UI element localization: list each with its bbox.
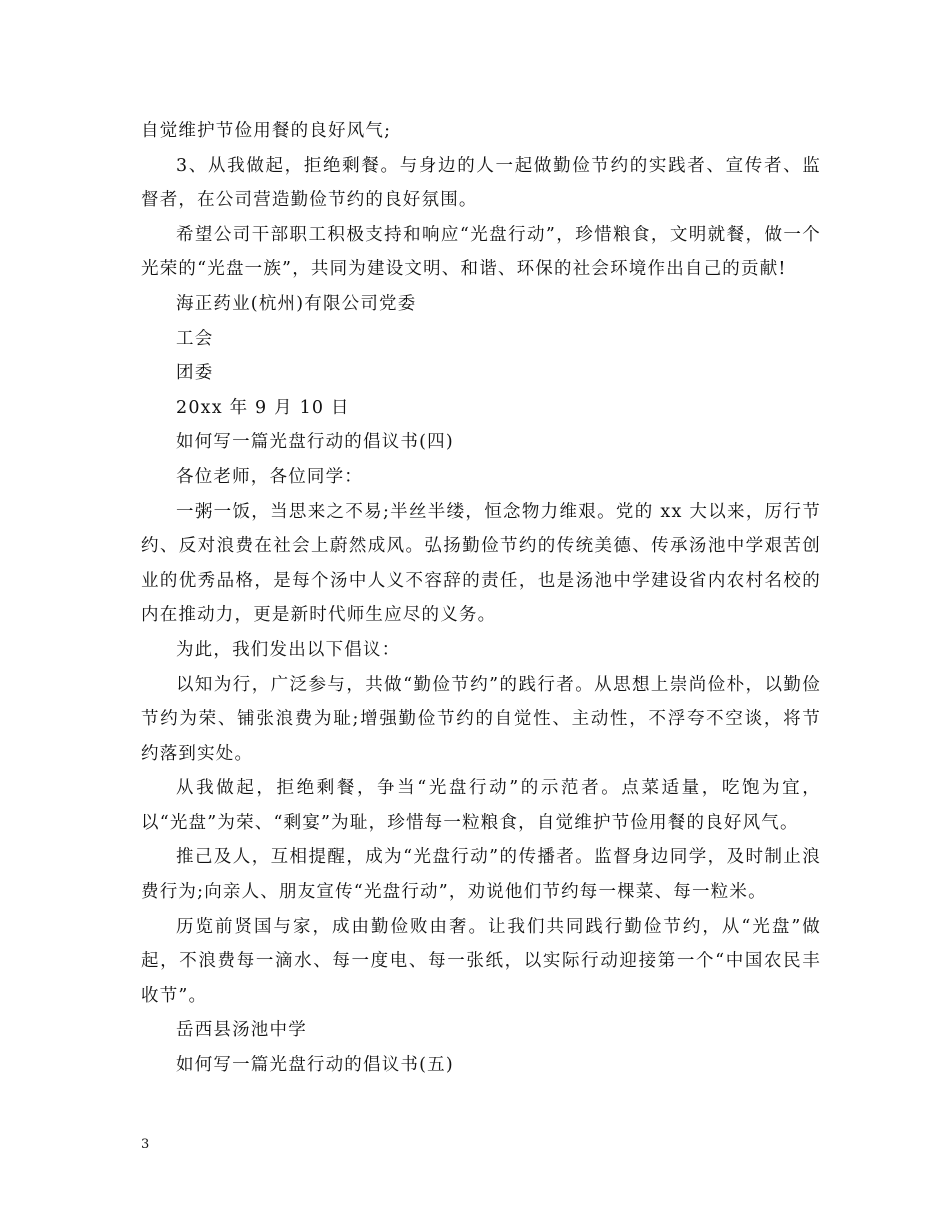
signature-school: 岳西县汤池中学 <box>176 1020 307 1041</box>
signature-date: 20xx 年 9 月 10 日 <box>176 397 350 418</box>
paragraph-proposal-lead: 为此，我们发出以下倡议： <box>176 639 401 660</box>
page-number: 3 <box>141 1137 150 1152</box>
paragraph-closing: 历览前贤国与家，成由勤俭败由奢。让我们共同践行勤俭节约，从“光盘”做起，不浪费每一滴水、每一度电、每一张纸，以实际行动迎接第一个“中国农民丰收节”。 <box>141 916 821 1006</box>
paragraph-proposal-2: 从我做起，拒绝剩餐，争当“光盘行动”的示范者。点菜适量，吃饱为宜，以“光盘”为荣、“剩宴”为耻，珍惜每一粒粮食，自觉维护节俭用餐的良好风气。 <box>141 778 821 833</box>
section-heading-4: 如何写一篇光盘行动的倡议书(四) <box>176 432 454 453</box>
signature-union: 工会 <box>176 328 214 349</box>
signature-youth-league: 团委 <box>176 363 214 384</box>
document-body <box>141 114 821 1083</box>
section-heading-5: 如何写一篇光盘行动的倡议书(五) <box>176 1055 454 1076</box>
paragraph-continuation: 自觉维护节俭用餐的良好风气; <box>141 121 392 141</box>
paragraph-item-3: 3、从我做起，拒绝剩餐。与身边的人一起做勤俭节约的实践者、宣传者、监督者，在公司营造勤俭节约的良好氛围。 <box>141 155 821 211</box>
paragraph-intro: 一粥一饭，当思来之不易;半丝半缕，恒念物力维艰。党的 xx 大以来，厉行节约、反对浪费在社会上蔚然成风。弘扬勤俭节约的传统美德、传承汤池中学艰苦创业的优秀品格，是每个汤中人义不容辞的责任，也是汤池中学建设省内农村名校的内在推动力，更是新时代师生应尽的义务。 <box>141 501 821 626</box>
paragraph-proposal-1: 以知为行，广泛参与，共做“勤俭节约”的践行者。从思想上崇尚俭朴，以勤俭节约为荣、铺张浪费为耻;增强勤俭节约的自觉性、主动性，不浮夸不空谈，将节约落到实处。 <box>141 674 821 764</box>
signature-party-committee: 海正药业(杭州)有限公司党委 <box>176 293 417 314</box>
salutation: 各位老师，各位同学： <box>176 466 363 487</box>
paragraph-appeal: 希望公司干部职工积极支持和响应“光盘行动”，珍惜粮食，文明就餐，做一个光荣的“光盘一族”，共同为建设文明、和谐、环保的社会环境作出自己的贡献! <box>141 224 821 280</box>
paragraph-proposal-3: 推己及人，互相提醒，成为“光盘行动”的传播者。监督身边同学，及时制止浪费行为;向亲人、朋友宣传“光盘行动”，劝说他们节约每一棵菜、每一粒米。 <box>141 847 821 903</box>
